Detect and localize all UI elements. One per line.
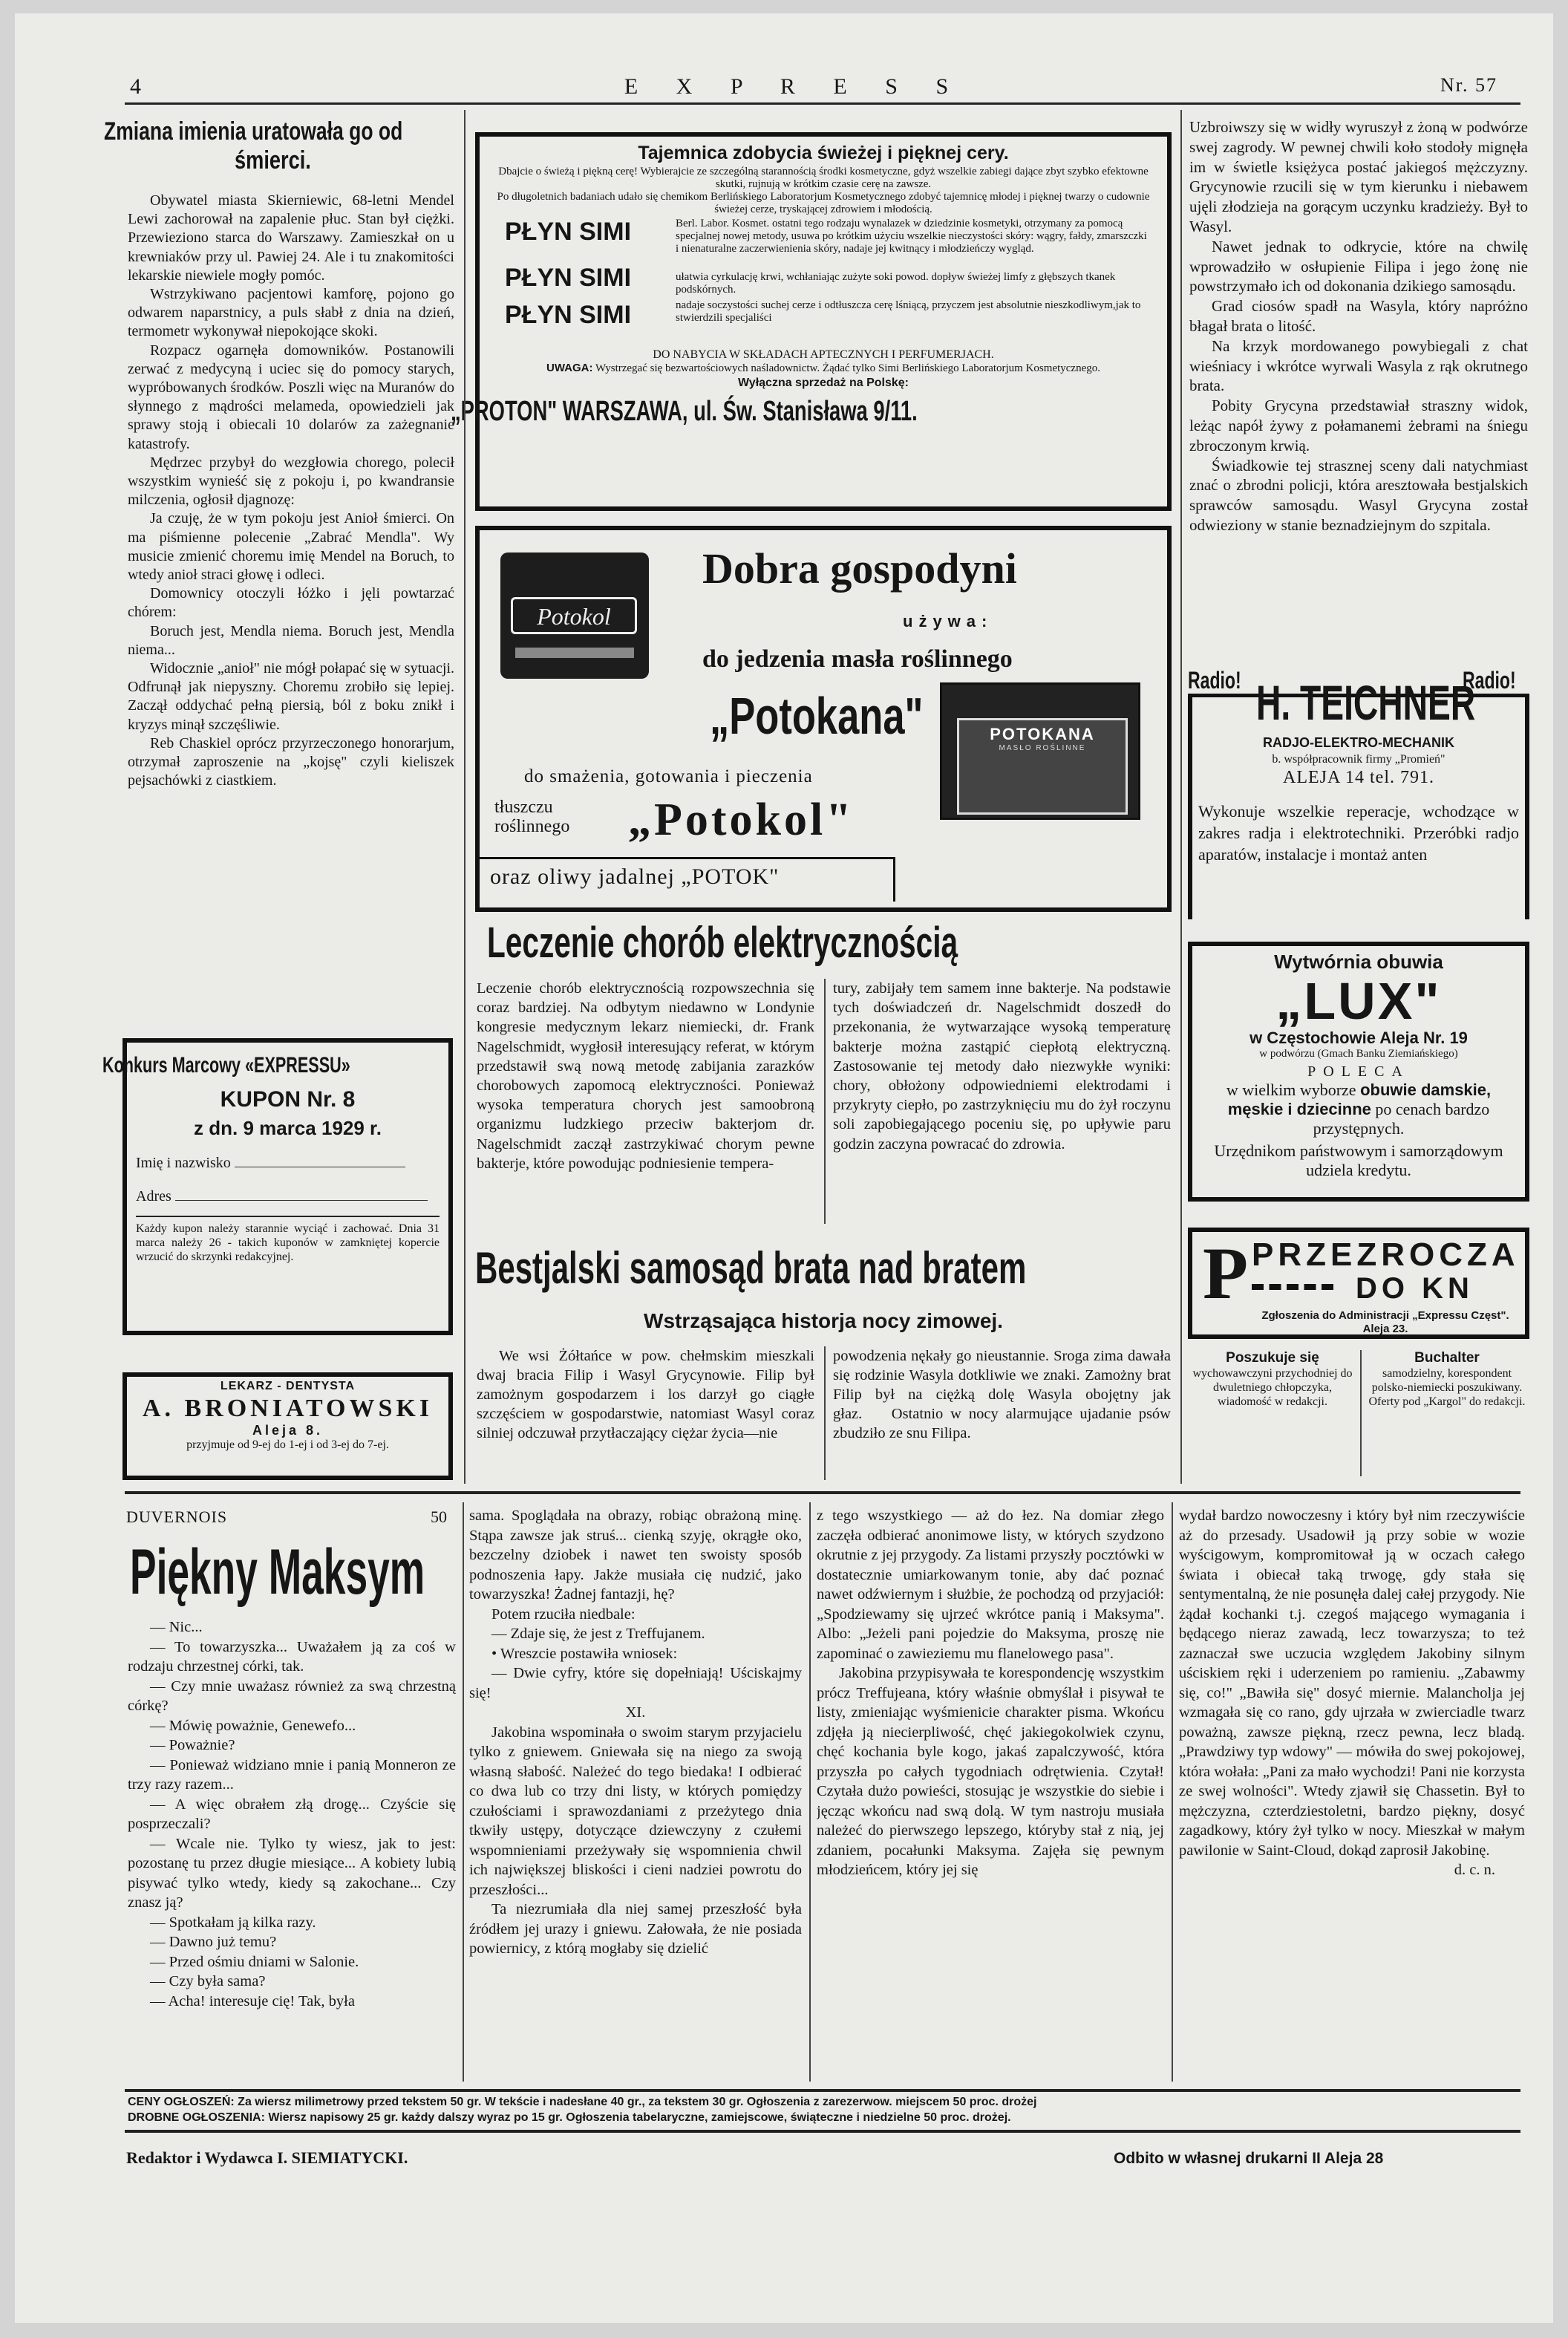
lux-ad [1188, 942, 1529, 1202]
coupon-address-label: Adres [136, 1188, 172, 1205]
feuilleton-rule [125, 1491, 1520, 1494]
article-imie-paragraph: Wstrzykiwano pacjentowi kamforę, pojono go odwarem naparstnicy, a puls słabł z dnia na dzień, termometr wykonywał niepokojące skoki. [128, 286, 454, 340]
novel-author: DUVERNOIS [126, 1508, 228, 1526]
coupon-date: z dn. 9 marca 1929 r. [194, 1117, 382, 1139]
coupon-address-field[interactable] [175, 1200, 428, 1201]
novel-paragraph: — Zdaje się, że jest z Treffujanem. [491, 1626, 705, 1642]
article-imie-title-line2: śmierci. [234, 146, 311, 175]
footer-prices-label: CENY OGŁOSZEŃ: [128, 2096, 235, 2108]
article-imie-paragraph: Ja czuję, że w tym pokoju jest Anioł śmierci. On ma piśmienne polecenie „Zabrać Mendla". Wy musicie zmienić choremu imię Mendel na Boruch, to wtedy anioł straci głowę i odleci. [128, 510, 454, 584]
classified-left-text: wychowawczyni przychodniej do dwuletniego chłopczyka, wiadomość w redakcji. [1192, 1367, 1353, 1408]
lux-line2: Urzędnikom państwowym i samorządowym udziela kredytu. [1214, 1141, 1503, 1179]
potokol-headline: Dobra gospodyni [702, 544, 1017, 593]
novel-col1 [128, 1617, 456, 2082]
novel-col4 [1179, 1506, 1525, 2082]
article-samosad-col3 [1189, 117, 1528, 659]
novel-paragraph: Ta niezrumiała dla niej samej przeszłość była źródłem jej urazy i gniewu. Załowała, że nie posiada powiernicy, z którą mogłaby się dzielić [469, 1901, 802, 1957]
dentist-street: Aleja 8. [252, 1423, 324, 1438]
novel-paragraph: — Acha! interesuje cię! Tak, była [150, 1992, 355, 2010]
article-samosad-paragraph: Grad ciosów spadł na Wasyla, który napróżno błagał brata o litość. [1189, 297, 1528, 335]
footer-prices [128, 2094, 1523, 2125]
coupon-title: Konkurs Marcowy «EXPRESSU» [102, 1053, 350, 1078]
classified-right-title: Buchalter [1414, 1350, 1480, 1366]
lux-brand: „LUX" [1275, 972, 1442, 1030]
novel-paragraph: Jakobina wspominała o swoim starym przyjacielu tylko z gniewem. Gniewała się na niego za swoją własną słabość. Należeć do tego biedaka! I odbierać co dwa lub co trzy dni listy, w których pomiędzy czułościami i sprawozdaniami z przeżytego dnia tkwiły ustępy, dotyczące dziewczyny z czułemi wspomnieniami przeżywały się wspomnienia chwil ich największej bliskości i cieni nadziei powrotu do przeszłości... [469, 1724, 802, 1898]
header-rule [125, 102, 1520, 105]
potokol-brand2: „Potokol" [628, 795, 855, 845]
article-samosad-paragraph: Na krzyk mordowanego powybiegali z chat wieśniacy i wkrótce wyrwali Wasyla z rąk okrutnego brata. [1189, 336, 1528, 395]
article-elektr-col2 [833, 979, 1171, 1228]
article-imie-paragraph: Reb Chaskiel oprócz przyrzeczonego honorarjum, otrzymał zaproszenie na „kojsę" czyli kieliszek pejsachówki z ciastkiem. [128, 734, 454, 789]
novel-chapter-number: XI. [625, 1704, 646, 1721]
przezrocza-ad: P PRZEZROCZA DO KN Zgłoszenia do Administracji „Expressu Częst". Aleja 23. [1188, 1228, 1529, 1339]
footer-prices-text: Za wiersz milimetrowy przed tekstem 50 gr. W tekście i nadesłane 40 gr., za tekstem 30 gr. Ogłoszenia z zarezerwow. miejscem 50 proc. drożej [238, 2096, 1037, 2108]
novel-paragraph: — Dawno już temu? [150, 1934, 277, 1950]
lux-recommends: POLECA [1307, 1063, 1410, 1080]
teichner-name: H. TEICHNER [1256, 675, 1476, 730]
footer-printer: Odbito w własnej drukarni II Aleja 28 [1114, 2150, 1384, 2167]
novel-paragraph: — Spotkałam ją kilka razy. [150, 1914, 316, 1931]
article-imie-paragraph: Mędrzec przybył do wezgłowia chorego, polecił wszystkim wynieść się z pokoju i, po kwandransie milczenia, ogłosił djagnozę: [128, 454, 454, 509]
article-samosad-col1 [477, 1346, 814, 1480]
lux-line1a: w wielkim wyborze [1226, 1081, 1361, 1099]
przezrocza-banner-top: PRZEZROCZA [1252, 1236, 1520, 1273]
simi-product-1: PŁYN SIMI [505, 218, 632, 246]
novel-col3 [817, 1506, 1164, 2082]
novel-paragraph: — Czy mnie uważasz również za swą chrzestną córkę? [128, 1678, 456, 1714]
novel-continued: d. c. n. [1454, 1862, 1495, 1878]
teichner-radio-left: Radio! [1188, 667, 1241, 694]
article-samosad-paragraph: powodzenia nękały go nieustannie. Sroga zima dawała się rodzinie Wasyla dotkliwie we znaki. Zamożny brat Filip był na ciężką dolę Wasyla obojętny jak głaz. Ostatnio w nocy alarmujące ujadanie psów zbudziło ze snu Filipa. [833, 1348, 1171, 1441]
novel-paragraph: — Przed ośmiu dniami w Salonie. [150, 1953, 359, 1970]
novel-paragraph: — Nic... [150, 1619, 203, 1635]
potokol-line4: oraz oliwy jadalnej „POTOK" [490, 864, 780, 889]
article-samosad-paragraph: Nawet jednak to odkrycie, które na chwilę wprowadziło w osłupienie Filipa i jego żonę nie powstrzymało ich od dokonania dzikiego samosądu. [1189, 237, 1528, 296]
teichner-subtitle: RADJO-ELEKTRO-MECHANIK [1263, 735, 1454, 750]
newspaper-page [15, 13, 1553, 2323]
simi-intro: Dbajcie o świeżą i piękną cerę! Wybierajcie ze szczególną starannością środki kosmetyczne, gdyż wszelkie zabiegi dające zbyt szybko efektowne skutki, rujnują w krótkim czasie cerę na zawsze. [498, 166, 1149, 190]
article-elektr-col1 [477, 979, 814, 1228]
novel-paragraph: — Mówię poważnie, Genewefo... [150, 1717, 356, 1734]
article-imie-title [104, 117, 453, 175]
simi-title: Tajemnica zdobycia świeżej i pięknej cery. [638, 143, 1009, 163]
issue-number: Nr. 57 [1440, 74, 1497, 96]
potokana-box-image [940, 682, 1140, 820]
simi-text-1: Berl. Labor. Kosmet. ostatni tego rodzaju wynalazek w dziedzinie kosmetyki, otrzymany za pomocą specjalnej nowej metody, usuwa po krótkim użyciu wszelkie nieczystości skóry: wągry, fałdy, zmarszczki i nienaturalne zaczerwienienia skóry, nadaje jej kwitnący i młodzieńczy wygląd. [676, 218, 1147, 255]
classified-right [1365, 1350, 1529, 1409]
dentist-title: LEKARZ - DENTYSTA [220, 1380, 356, 1392]
classified-left-title: Poszukuje się [1226, 1350, 1319, 1366]
article-imie-body [128, 192, 454, 1027]
article-imie-paragraph: Boruch jest, Mendla niema. Boruch jest, Mendla niema... [128, 622, 454, 658]
teichner-address: ALEJA 14 tel. 791. [1283, 768, 1434, 787]
simi-text-3: nadaje soczystości suchej cerze i odtłuszcza cerę lśniącą, przyczem jest absolutnie nieszkodliwym,jak to stwierdzili specjaliści [676, 299, 1141, 324]
potokol-line3: do smażenia, gotowania i pieczenia [524, 766, 813, 786]
article-imie-paragraph: Widocznie „anioł" nie mógł połapać się w sytuacji. Odfrunął jak niepyszny. Choremu zrobiło się lepiej. Zaczął oddychać pełną piersią, ból z boku znikł i kryzys minął szczęśliwie. [128, 660, 454, 733]
potokana-box-sub: MASŁO ROŚLINNE [999, 744, 1086, 752]
article-imie-paragraph: Rozpacz ogarnęła domowników. Postanowili zerwać z medycyną i uciec się do pomocy starych, wypróbowanych środków. Poszli więc na Muranów do słynnego z mądrości melameda, opowiedzieli jak sprawy stoją i obiecali 10 dolarów za zażegnanie katastrofy. [128, 342, 454, 452]
novel-title: Piękny Maksym [130, 1536, 425, 1608]
article-samosad-title: Bestjalski samosąd brata nad bratem [475, 1243, 1027, 1293]
article-samosad-paragraph: We wsi Żółtańce w pow. chełmskim mieszkali dwaj bracia Filip i Wasyl Grycynowie. Filip był zamożnym gospodarzem i los darzył go ciągłe szczęściem w gospodarstwie, natomiast Wasyl coraz silniej odczuwał przytłaczający ciężar życia—nie [477, 1348, 814, 1441]
potokol-uses: używa: [903, 612, 993, 630]
dentist-name: A. BRONIATOWSKI [142, 1395, 434, 1422]
footer-small-text: Wiersz napisowy 25 gr. każdy dalszy wyraz po 15 gr. Ogłoszenia tabelaryczne, zamiejscowe, świąteczne i niedzielne 50 proc. drożej. [268, 2111, 1011, 2124]
teichner-former: b. współpracownik firmy „Promień" [1272, 753, 1446, 766]
novel-paragraph: wydał bardzo nowoczesny i który był nim rzeczywiście aż do przesady. Usadowił ją przy sobie w wozie wyścigowym, kompromitował ją w oczach całego świata i obiecał taką trwogę, gdy stała się sentymentalną, że nie posunęła dalej całej przygody. Nie żądał kochanki t.j. czegoś mającego wymagania i będącego nieraz zawadą, lecz towarzysza; to też zaznaczał swe uczucia względem Jakobiny silnym uściskiem ręki i uderzeniem po ramieniu. „Zabawmy się, co!" „Bawiła się" dosyć miernie. Malancholja jej wzmagała się co rano, gdy ujrzała w zwierciadle twarz poważną, zawsze piękną, rzecz pewna, lecz bladą. „Prawdziwy typ wdowy" — mówiła do swej pokojowej, która wołała: „Pani za mało wychodzi! Pani nie korzysta ze swej wolności". Wtedy zjawił się Chassetin. Był to mężczyzna, czterdziestoletni, bardzo piękny, dosyć zagadkowy, który żył tylko w nocy. Mieszkał w małym pawilonie w Saint-Cloud, dokąd zaprosił Jakobinę. [1179, 1508, 1525, 1859]
article-imie-title-line1: Zmiana imienia uratowała go od [104, 117, 403, 146]
article-samosad-col2 [833, 1346, 1171, 1480]
novel-paragraph: — To towarzyszka... Uważałem ją za coś w rodzaju chrzestnej córki, tak. [128, 1638, 456, 1675]
teichner-body: Wykonuje wszelkie reperacje, wchodzące w zakres radja i elektrotechniki. Przeróbki radjo aparatów, instalacje i montaż anten [1198, 802, 1519, 864]
simi-text-2: ułatwia cyrkulację krwi, wchłaniając zużyte soki powod. dopływ świeżej limfy z głębszych tkanek podskórnych. [676, 271, 1116, 296]
potokana-box-label: POTOKANA [990, 725, 1095, 743]
classified-right-text: samodzielny, korespondent polsko-niemiecki poszukiwany. Oferty pod „Kargol" do redakcji. [1368, 1367, 1526, 1408]
simi-product-2: PŁYN SIMI [505, 264, 632, 292]
classified-left [1188, 1350, 1357, 1409]
masthead-title: E X P R E S S [624, 74, 965, 99]
potokol-line2: do jedzenia masła roślinnego [702, 645, 1013, 673]
novel-installment: 50 [431, 1508, 447, 1526]
simi-ad [451, 132, 1172, 511]
novel-paragraph: sama. Spoglądała na obrazy, robiąc obrażoną minę. Stąpa zawsze jak struś... cienką szyję, okrągłe oko, bezczelny dziobek i nawet ten swoisty sposób podnoszenia łapy. Jakże musiała cię nudzić, jako towarzyszka! Żadnej fantazji, hę? [469, 1508, 802, 1603]
article-samosad-paragraph: Pobity Grycyna przedstawiał straszny widok, leżąc napół żywy z połamanemi żebrami na śniegu zbroczonym krwią. [1189, 397, 1528, 454]
lux-line1b: obuwie damskie, męskie i dziecinne [1227, 1081, 1492, 1118]
simi-availability: DO NABYCIA W SKŁADACH APTECZNYCH I PERFUMERJACH. [653, 348, 994, 361]
simi-warning-label: UWAGA: [546, 362, 593, 374]
lux-building: w podwórzu (Gmach Banku Ziemiańskiego) [1259, 1048, 1458, 1060]
przezrocza-note: Zgłoszenia do Administracji „Expressu Częst". Aleja 23. [1261, 1309, 1509, 1335]
novel-paragraph: — A więc obrałem złą drogę... Czyście się posprzeczali? [128, 1796, 456, 1832]
article-elektr-paragraph: tury, zabijały tem samem inne bakterje. Na podstawie tych doświadczeń dr. Nagelschmidt doszedł do przekonania, że wytwarzające wysoką temperaturę bakterje można zastąpić ciepłotą elektryczną. Zastosowanie tej metody dało niezwykłe wyniki: chory, obłożony odpowiedniemi elektrodami i przykryty ciepło, po zastrzyknięciu mu do żył roczynu soli zapobiegającego poceniu się, po upływie paru godzin zaczyna powracać do zdrowia. [833, 980, 1171, 1153]
novel-paragraph: Jakobina przypisywała te korespondencję wszystkim prócz Treffujeana, który właśnie obmyślał i pisywał te listy, zmieniając wyśmienicie charakter pisma. Wkońcu zdjęła ją niecierpliwość, chęć jakiegokolwiek czynu, chęć kochania byle kogo, jakaś zapalczywość, która przyszła po całych tygodniach odrętwienia. Czytał! Czytała dużo powieści, stosując je wszystkie do siebie i jęcząc wkońcu nad swą dolą. W tym nastroju musiała należeć do pierwszego lepszego, któryby stał z nią, jej zdaniem, pocałunki Maksyma. Zajęła się pewnym młodzieńcem, który jej się [817, 1665, 1164, 1878]
footer-small-label: DROBNE OGŁOSZENIA: [128, 2111, 265, 2124]
lux-line1c: po cenach bardzo przystępnych. [1313, 1100, 1490, 1138]
coupon-note: Każdy kupon należy starannie wyciąć i zachować. Dnia 31 marca należy 26 - takich kuponów w zamkniętej kopercie wrzucić do skrzynki redakcyjnej. [136, 1216, 440, 1264]
novel-paragraph: — Ponieważ widziano mnie i panią Monneron ze trzy razy razem... [128, 1756, 456, 1793]
novel-paragraph: Potem rzuciła niedbale: [491, 1606, 636, 1623]
lux-city: w Częstochowie Aleja Nr. 19 [1250, 1029, 1468, 1047]
novel-paragraph: — Poważnie? [150, 1737, 235, 1753]
simi-research: Po długoletnich badaniach udało się chemikom Berlińskiego Laboratorjum Kosmetycznego zdobyć tajemnicę młodej i pięknej twarzy o cudownie świeżej cerze, tryskającej zdrowiem i młodością. [497, 191, 1150, 215]
simi-distributor: „PROTON" WARSZAWA, ul. Św. Stanisława 9/11. [451, 396, 918, 427]
novel-paragraph: — Czy była sama? [150, 1973, 266, 1989]
novel-paragraph: — Wcale nie. Tylko ty wiesz, jak to jest: pozostanę tu przez długie miesiące... A kobiety lubią pisywać tylko wtedy, kiedy są zakochane... Czy znasz ją? [128, 1835, 456, 1911]
coupon-box [102, 1038, 453, 1335]
potokol-fat-label-1: tłuszczu [494, 798, 553, 817]
potokol-brand1: „Potokana" [710, 687, 924, 745]
potokol-fat-label-2: roślinnego [494, 817, 570, 836]
teichner-radio-right: Radio! [1463, 667, 1516, 694]
potokol-tin-label: Potokol [511, 597, 637, 634]
footer-editor: Redaktor i Wydawca I. SIEMIATYCKI. [126, 2148, 408, 2167]
novel-paragraph: — Dwie cyfry, które się dopełniają! Uściskajmy się! [469, 1665, 802, 1701]
lux-header: Wytwórnia obuwia [1274, 951, 1443, 973]
article-samosad-paragraph: Świadkowie tej strasznej sceny dali natychmiast znać o zbrodni policji, która aresztowała bestjalskich sprawców samosądu. Wasyl Grycyna został odwieziony w stanie beznadziejnym do szpitala. [1189, 456, 1528, 534]
simi-warning: Wystrzegać się bezwartościowych naśladownictw. Żądać tylko Simi Berlińskiego Laboratorjum Kosmetycznego. [595, 362, 1100, 374]
novel-col2 [469, 1506, 802, 2082]
potokol-ad [475, 526, 1172, 912]
simi-product-3: PŁYN SIMI [505, 301, 632, 329]
coupon-name-label: Imię i nazwisko [136, 1155, 231, 1171]
article-imie-paragraph: Obywatel miasta Skierniewic, 68-letni Mendel Lewi zachorował na zapalenie płuc. Stan był ciężki. Przewieziono starca do Warszawy. Zamieszkał on u krewniaków przy ul. Pawiej 24. Ale i tu znakomitości lekarskie niewiele mogły pomóc. [128, 192, 454, 284]
article-elektr-title: Leczenie chorób elektrycznością [487, 919, 958, 967]
coupon-number: KUPON Nr. 8 [220, 1087, 356, 1112]
dentist-ad [122, 1372, 453, 1480]
simi-exclusive: Wyłączna sprzedaż na Polskę: [737, 377, 909, 389]
article-imie-paragraph: Domownicy otoczyli łóżko i jęli powtarzać chórem: [128, 585, 454, 621]
novel-paragraph: • Wreszcie postawiła wniosek: [491, 1645, 678, 1662]
page-number: 4 [130, 74, 143, 99]
przezrocza-banner-bottom: DO KN [1356, 1272, 1474, 1305]
article-samosad-subtitle: Wstrząsająca historja nocy zimowej. [644, 1309, 1003, 1332]
article-elektr-paragraph: Leczenie chorób elektrycznością rozpowszechnia się coraz bardziej. Na odbytym niedawno w Londynie kongresie medycznym lekarz niemiecki, dr. Frank Nagelschmidt, wygłosił interesujący referat, w którym przedstawił swą nową metodę zabijania zarazków chorobowych zapomocą elektryczności. Ponieważ wysoka temperatura chorych jest samoobroną organizmu ludzkiego przeciw bakterjom dr. Nagelschmidt zaczął zastrzykiwać chorym pewne bakterje, które powodując podniesienie tempera- [477, 980, 814, 1172]
article-samosad-paragraph: Uzbroiwszy się w widły wyruszył z żoną w podwórze swej zagrody. W pewnej chwili koło stodoły mignęła im w świetle księżyca postać jakiegoś mężczyzny. Grycynowie rzucili się w tym kierunku i niebawem ujęli złodzieja na gorącym uczynku kradzieży. Był to Wasyl. [1189, 118, 1528, 235]
potokol-tin-image [500, 553, 649, 679]
dentist-hours: przyjmuje od 9-ej do 1-ej i od 3-ej do 7-ej. [186, 1438, 389, 1451]
teichner-ad [1188, 667, 1529, 919]
novel-paragraph: z tego wszystkiego — aż do łez. Na domiar złego zaczęła odbierać anonimowe listy, w których szydzono okrutnie z jej przygody. Za listami przyszły pocztówki w dostatecznie umiarkowanym tonie, aby dać poznać nawet odźwiernym i służbie, że pochodzą od przyjaciół: „Spodziewamy się ujrzeć wkrótce panią i Maksyma". Albo: „Jeżeli pani pojedzie do Maksyma, proszę nie zapominać o zawieziemu mu flanelowego pasa". [817, 1508, 1164, 1662]
